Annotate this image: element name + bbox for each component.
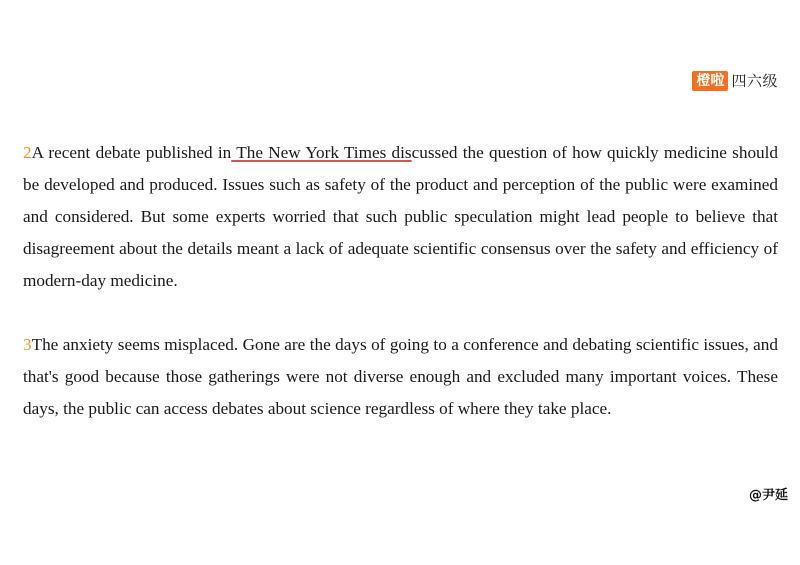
paragraph-number: 2 <box>23 143 32 162</box>
paragraph-3 <box>23 329 778 425</box>
paragraph-text: The anxiety seems misplaced. Gone are the days of going to a conference and debating scientific issues, and that's good because those gatherings were not diverse enough and excluded many important voices. These days, the public can access debates about science regardless of where they take place. <box>23 335 778 418</box>
paragraph-text-end: cussed the question of how quickly medicine should be developed and produced. Issues such as safety of the product and perception of the public were examined and considered. But some experts worried that such public speculation might lead people to believe that disagreement about the details meant a lack of adequate scientific consensus over the safety and efficiency of modern-day medicine. <box>23 143 779 290</box>
paragraph-number: 3 <box>23 335 32 354</box>
underlined-publication: The New York Times dis <box>231 143 412 162</box>
author-watermark: @尹延 <box>748 488 788 503</box>
article-body <box>23 137 778 425</box>
brand-badge <box>692 70 778 91</box>
brand-text: 四六级 <box>731 72 778 90</box>
paragraph-text-start: A recent debate published in <box>31 143 232 162</box>
brand-logo: 橙啦 <box>692 71 728 91</box>
paragraph-2 <box>23 137 778 297</box>
